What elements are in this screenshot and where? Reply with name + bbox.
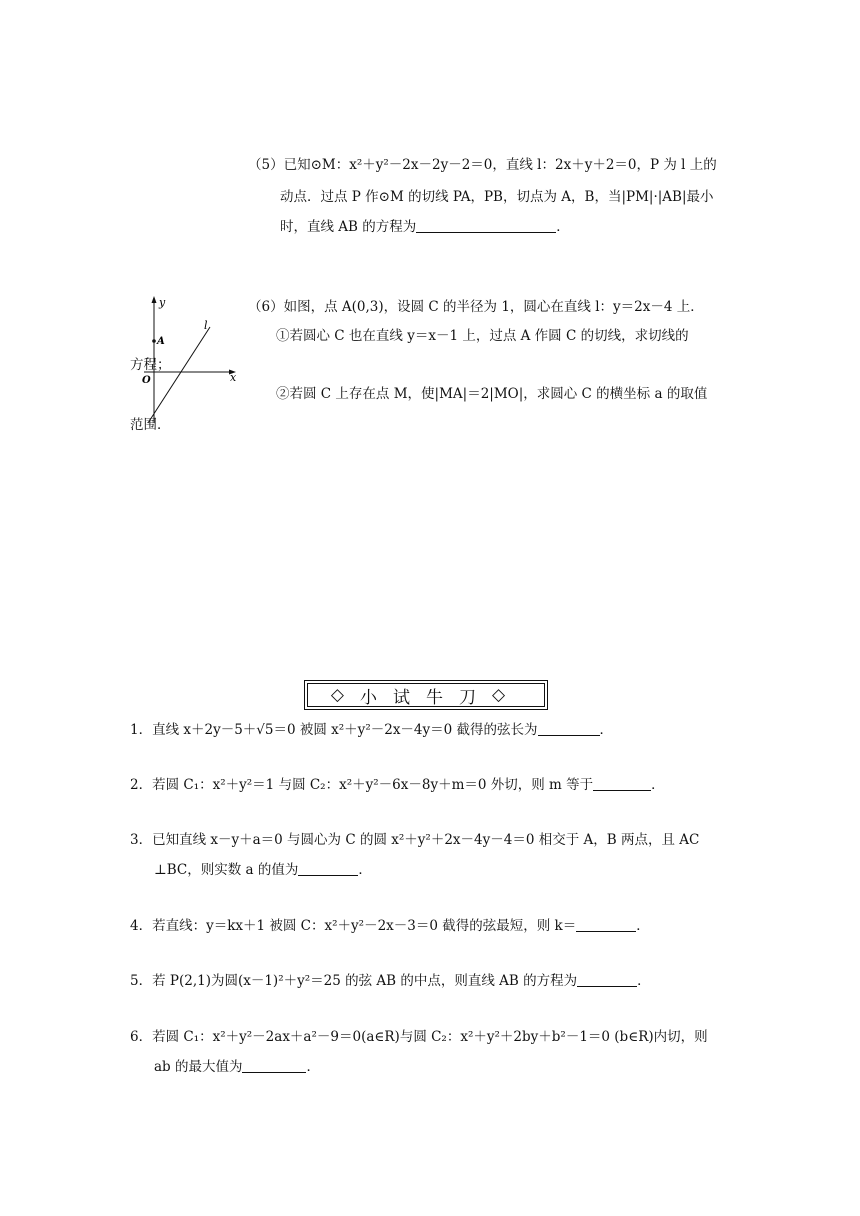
origin-label: O [142, 375, 151, 386]
problem5-line3 [280, 217, 570, 237]
exercise-2 [130, 775, 665, 795]
diamond-right-icon: ◇ [492, 685, 522, 705]
answer-blank [242, 1058, 306, 1073]
answer-blank [416, 218, 556, 233]
problem5-line3-text: 时，直线 AB 的方程为 [280, 219, 417, 235]
line-l-label: l [204, 319, 208, 332]
exercise-4-text: 4．若直线：y＝kx＋1 被圆 C：x²＋y²－2x－3＝0 截得的弦最短，则 k＝ [130, 918, 577, 934]
exercise-6-end: ． [306, 1059, 320, 1075]
exercise-6-line1: 6．若圆 C₁：x²＋y²－2ax＋a²－9＝0(a∈R)与圆 C₂：x²＋y²＋2by＋b²－1＝0 (b∈R)内切，则 [130, 1029, 708, 1045]
problem5-line2: 动点．过点 P 作⊙M 的切线 PA，PB，切点为 A，B，当|PM|·|AB|最小 [280, 189, 714, 205]
problem6-line4: ②若圆 C 上存在点 M，使|MA|＝2|MO|，求圆心 C 的横坐标 a 的取值 [276, 386, 708, 402]
exercise-2-end: ． [651, 777, 665, 793]
point-a-label: A [157, 336, 165, 347]
exercise-1-end: ． [599, 722, 614, 738]
problem6-line2: ①若圆心 C 也在直线 y＝x－1 上，过点 A 作圆 C 的切线，求切线的 [276, 328, 689, 344]
exercise-3-text: ⊥BC，则实数 a 的值为 [154, 862, 299, 878]
answer-blank [593, 776, 651, 791]
answer-blank [298, 861, 358, 876]
exercise-5-end: ． [637, 973, 651, 989]
y-axis-label: y [159, 296, 166, 309]
exercise-6-line2 [154, 1057, 320, 1077]
section-banner [304, 680, 548, 710]
exercise-5 [130, 971, 651, 991]
x-axis-label: x [230, 371, 237, 384]
exercise-6-text: ab 的最大值为 [154, 1059, 243, 1075]
exercise-2-text: 2．若圆 C₁：x²＋y²＝1 与圆 C₂：x²＋y²－6x－8y＋m＝0 外切，则 m 等于 [130, 777, 594, 793]
section-title: 小试牛刀 [360, 687, 492, 708]
exercise-3-line2 [154, 860, 372, 880]
exercise-1 [130, 720, 613, 740]
problem6-line5: 范围． [130, 417, 171, 433]
problem5-line1: （5）已知⊙M：x²＋y²－2x－2y－2＝0，直线 l：2x＋y＋2＝0，P 为 l 上的 [248, 157, 717, 173]
exercise-1-text: 1．直线 x＋2y－5＋√5＝0 被圆 x²＋y²－2x－4y＝0 截得的弦长为 [130, 722, 538, 738]
exercise-4-end: ． [636, 918, 650, 934]
problem6-line1: （6）如图，点 A(0,3)，设圆 C 的半径为 1，圆心在直线 l：y＝2x－4 上． [248, 299, 704, 315]
exercise-3-line1: 3．已知直线 x－y＋a＝0 与圆心为 C 的圆 x²＋y²＋2x－4y－4＝0 相交于 A，B 两点，且 AC [130, 832, 700, 848]
problem6-line3: 方程； [130, 357, 171, 373]
diamond-left-icon: ◇ [330, 685, 360, 705]
answer-blank [538, 721, 600, 736]
exercise-5-text: 5．若 P(2,1)为圆(x－1)²＋y²＝25 的弦 AB 的中点，则直线 AB 的方程为 [130, 973, 578, 989]
answer-blank [577, 972, 637, 987]
problem5-line3-end: ． [556, 219, 570, 235]
exercise-4 [130, 916, 650, 936]
answer-blank [576, 917, 636, 932]
exercise-3-end: ． [358, 862, 372, 878]
